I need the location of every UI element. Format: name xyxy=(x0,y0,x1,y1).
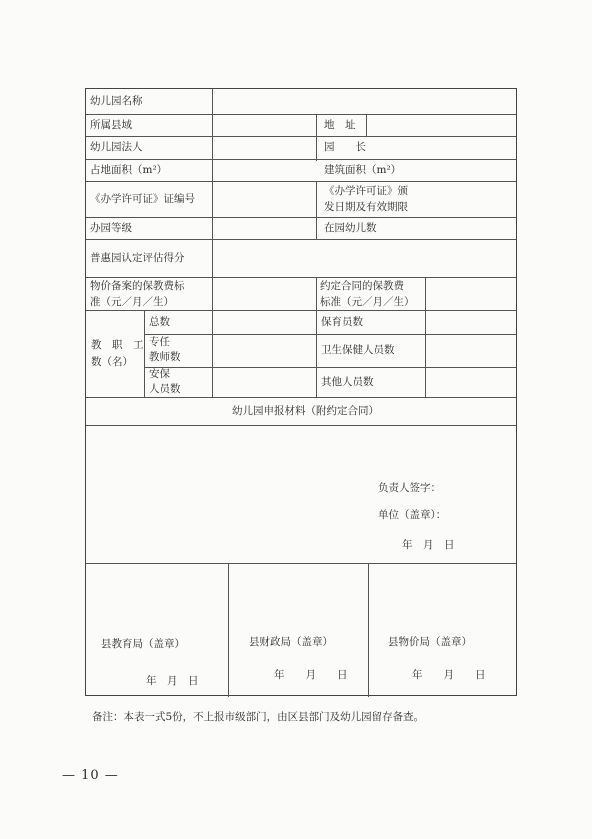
label-staff-2: 数（名） xyxy=(91,356,133,368)
finance-bureau-seal: 县财政局（盖章） xyxy=(249,636,333,648)
label-director: 园 长 xyxy=(324,141,366,153)
remark-note: 备注：本表一式5份，不上报市级部门，由区县部门及幼儿园留存备查。 xyxy=(92,711,425,723)
label-license-no: 《办学许可证》证编号 xyxy=(90,193,195,205)
label-caregiver: 保育员数 xyxy=(321,316,363,328)
materials-header: 幼儿园申报材料（附约定合同） xyxy=(232,405,379,417)
label-fulltime-teacher-1: 专任 xyxy=(149,336,170,348)
materials-date: 年 月 日 xyxy=(402,539,455,551)
page-number: — 10 — xyxy=(62,768,119,783)
label-license-issue-1: 《办学许可证》颁 xyxy=(324,185,408,197)
label-license-issue-2: 发日期及有效期限 xyxy=(324,201,408,213)
label-other-staff: 其他人员数 xyxy=(321,376,374,388)
label-building-area: 建筑面积（m²） xyxy=(324,164,402,176)
unit-seal-label: 单位（盖章）： xyxy=(378,509,447,521)
edu-bureau-date: 年 月 日 xyxy=(146,675,199,687)
label-county: 所属县域 xyxy=(90,119,132,131)
label-enrolled-children: 在园幼儿数 xyxy=(324,222,377,234)
label-rank: 办园等级 xyxy=(90,222,132,234)
label-kindergarten-name: 幼儿园名称 xyxy=(90,95,143,107)
label-fee-contract-2: 标准（元／月／生） xyxy=(320,296,415,308)
label-health-staff: 卫生保健人员数 xyxy=(321,344,395,356)
price-bureau-seal: 县物价局（盖章） xyxy=(388,636,472,648)
label-staff-total: 总数 xyxy=(149,316,170,328)
label-legal-person: 幼儿园法人 xyxy=(90,141,143,153)
label-security-2: 人员数 xyxy=(149,383,181,395)
application-form-table xyxy=(85,88,517,696)
edu-bureau-seal: 县教育局（盖章） xyxy=(101,638,185,650)
label-land-area: 占地面积（m²） xyxy=(90,164,168,176)
label-fee-filed-2: 准（元／月／生） xyxy=(90,296,174,308)
label-fulltime-teacher-2: 教师数 xyxy=(149,351,181,363)
finance-bureau-date: 年 月 日 xyxy=(274,669,348,681)
price-bureau-date: 年 月 日 xyxy=(412,669,486,681)
label-fee-filed-1: 物价备案的保教费标 xyxy=(90,280,185,292)
label-address: 地 址 xyxy=(324,119,356,131)
label-staff-1: 教 职 工 xyxy=(91,339,144,351)
label-fee-contract-1: 约定合同的保教费 xyxy=(320,280,404,292)
label-puhui-score: 普惠园认定评估得分 xyxy=(90,252,185,264)
label-security-1: 安保 xyxy=(149,368,170,380)
signature-label: 负责人签字： xyxy=(378,482,441,494)
